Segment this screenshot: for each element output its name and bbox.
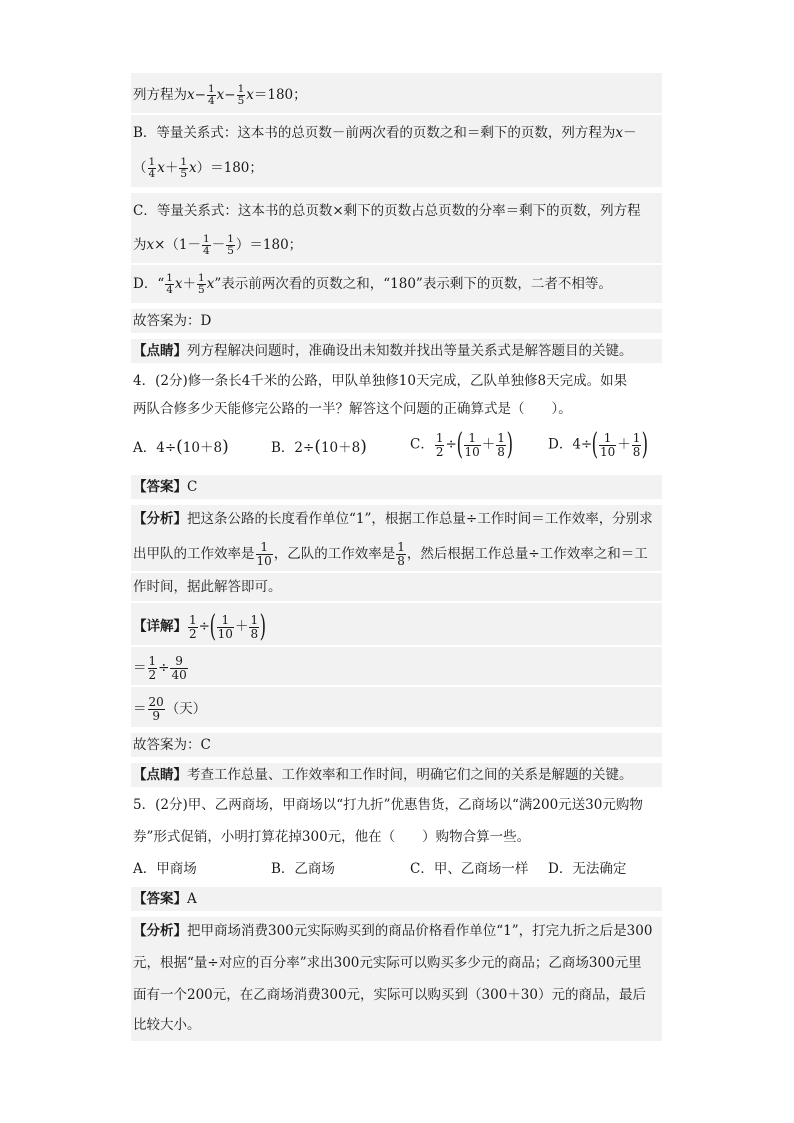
q3-answer-line: [131, 309, 662, 333]
analysis-text: ，乙队的工作效率是: [273, 546, 396, 562]
q4-answer-line: [131, 733, 662, 757]
answer-value: A: [187, 891, 197, 907]
analysis-text: 把这条公路的长度看作单位“1”，根据工作总量÷工作时间＝工作效率，分别求: [187, 511, 653, 527]
q3-remark: [131, 339, 662, 363]
q4-option-a: A．4÷: [133, 440, 177, 456]
analysis-tag: 【分析】: [133, 511, 187, 527]
q5-options: [131, 857, 662, 881]
remark-tag: 【点睛】: [133, 343, 187, 359]
q5-analysis: [131, 917, 662, 1041]
q4-option-d: D．4÷: [548, 436, 593, 453]
q4-analysis-line3: [131, 573, 662, 601]
answer-tag: 【答案】: [133, 891, 187, 907]
unit-text: （天）: [165, 701, 207, 717]
q4-options: A．4÷(10＋8) B．2÷(10＋8) C． $\frac{1}{2}$ ÷( $\frac{1}{10}$ ＋ $\frac{1}{8}$ ) D．4÷( $\frac{1}{10}$ ＋ $\frac{1}{8}$ ): [131, 425, 662, 469]
q5-option-a: A．甲商场: [133, 861, 197, 877]
q5-stem-text: 5．(2分)甲、乙两商场，甲商场以“打九折”优惠售货，乙商场以“满200元送30元购物: [133, 797, 643, 813]
q3-answer-text: 故答案为：D: [133, 313, 212, 329]
text: 列方程为: [133, 87, 187, 103]
q3-option-b-equation: （ $\frac{1}{4}$ x＋ $\frac{1}{5}$ x）＝180；: [131, 149, 662, 187]
text: D．“: [133, 276, 165, 292]
analysis-text: 作时间，据此解答即可。: [133, 579, 282, 595]
q4-stem-line1: [131, 369, 662, 393]
q5-answer: [131, 887, 662, 911]
answer-tag: 【答案】: [133, 479, 187, 495]
q3-option-b-text: B．等量关系式：这本书的总页数－前两次看的页数之和＝剩下的页数，列方程为: [133, 125, 616, 141]
q4-option-b: B．2÷: [271, 440, 315, 456]
q3-option-d: D．“ $\frac{1}{4}$ x＋ $\frac{1}{5}$ x”表示前两次看的页数之和，“180”表示剩下的页数，二者不相等。: [131, 265, 662, 303]
q4-analysis-line2: 出甲队的工作效率是 $\frac{1}{10}$ ，乙队的工作效率是 $\frac{1}{8}$ ，然后根据工作总量÷工作效率之和＝工: [131, 533, 662, 571]
q4-stem-line2: [131, 397, 662, 421]
q4-stem-text: 两队合修多少天能修完公路的一半？解答这个问题的正确算式是（ ）。: [133, 401, 572, 417]
analysis-text: ，然后根据工作总量÷工作效率之和＝工: [406, 546, 648, 562]
q3-option-a-equation: 列方程为x− $\frac{1}{4}$ x− $\frac{1}{5}$ x＝180；: [131, 73, 662, 113]
q5-stem-text: 券”形式促销，小明打算花掉300元，他在（ ）购物合算一些。: [133, 829, 531, 845]
q5-option-c: C．甲、乙商场一样: [410, 861, 529, 877]
q4-detail-step1: ＝ $\frac{1}{2}$ ÷ $\frac{9}{40}$: [131, 647, 662, 685]
text: ”表示前两次看的页数之和，“180”表示剩下的页数，二者不相等。: [214, 276, 612, 292]
analysis-text: 把甲商场消费300元实际购买到的商品价格看作单位“1”，打完九折之后是300: [187, 923, 653, 939]
q4-stem-text: 4．(2分)修一条长4千米的公路，甲队单独修10天完成，乙队单独修8天完成。如果: [133, 373, 628, 389]
q5-option-d: D．无法确定: [548, 861, 627, 877]
q3-option-b: B．等量关系式：这本书的总页数－前两次看的页数之和＝剩下的页数，列方程为x－: [131, 115, 662, 149]
detail-tag: 【详解】: [133, 618, 187, 635]
q4-detail-step2: ＝ $\frac{20}{9}$ （天）: [131, 687, 662, 727]
q4-answer-text: 故答案为：C: [133, 737, 211, 753]
q4-remark: [131, 763, 662, 787]
q4-option-c: C．: [410, 436, 434, 453]
q3-option-c-equation: 为x×（1－ $\frac{1}{4}$ － $\frac{1}{5}$ ）＝180；: [131, 227, 662, 263]
analysis-text: 元，根据“量÷对应的百分率”求出300元实际可以购买多少元的商品；乙商场300元里: [133, 955, 642, 971]
q4-analysis-line1: [131, 505, 662, 533]
answer-value: C: [187, 479, 198, 495]
q4-detail: 【详解】 $\frac{1}{2}$ ÷( $\frac{1}{10}$ ＋ $\frac{1}{8}$ ): [131, 603, 662, 645]
q5-stem-line2: [131, 825, 662, 849]
q5-option-b: B．乙商场: [271, 861, 335, 877]
q5-stem-line1: [131, 793, 662, 817]
q3-option-c: [131, 193, 662, 227]
q4-answer: [131, 475, 662, 499]
analysis-tag: 【分析】: [133, 923, 187, 939]
text: 为: [133, 237, 147, 253]
q3-option-c-text: C．等量关系式：这本书的总页数×剩下的页数占总页数的分率＝剩下的页数，列方程: [133, 203, 641, 219]
remark-text: 考查工作总量、工作效率和工作时间，明确它们之间的关系是解题的关键。: [187, 767, 633, 783]
remark-tag: 【点睛】: [133, 767, 187, 783]
analysis-text: 面有一个200元，在乙商场消费300元，实际可以购买到（300＋30）元的商品，最后: [133, 987, 646, 1003]
analysis-text: 比较大小。: [133, 1017, 201, 1033]
analysis-text: 出甲队的工作效率是: [133, 546, 255, 562]
remark-text: 列方程解决问题时，准确设出未知数并找出等量关系式是解答题目的关键。: [187, 343, 633, 359]
